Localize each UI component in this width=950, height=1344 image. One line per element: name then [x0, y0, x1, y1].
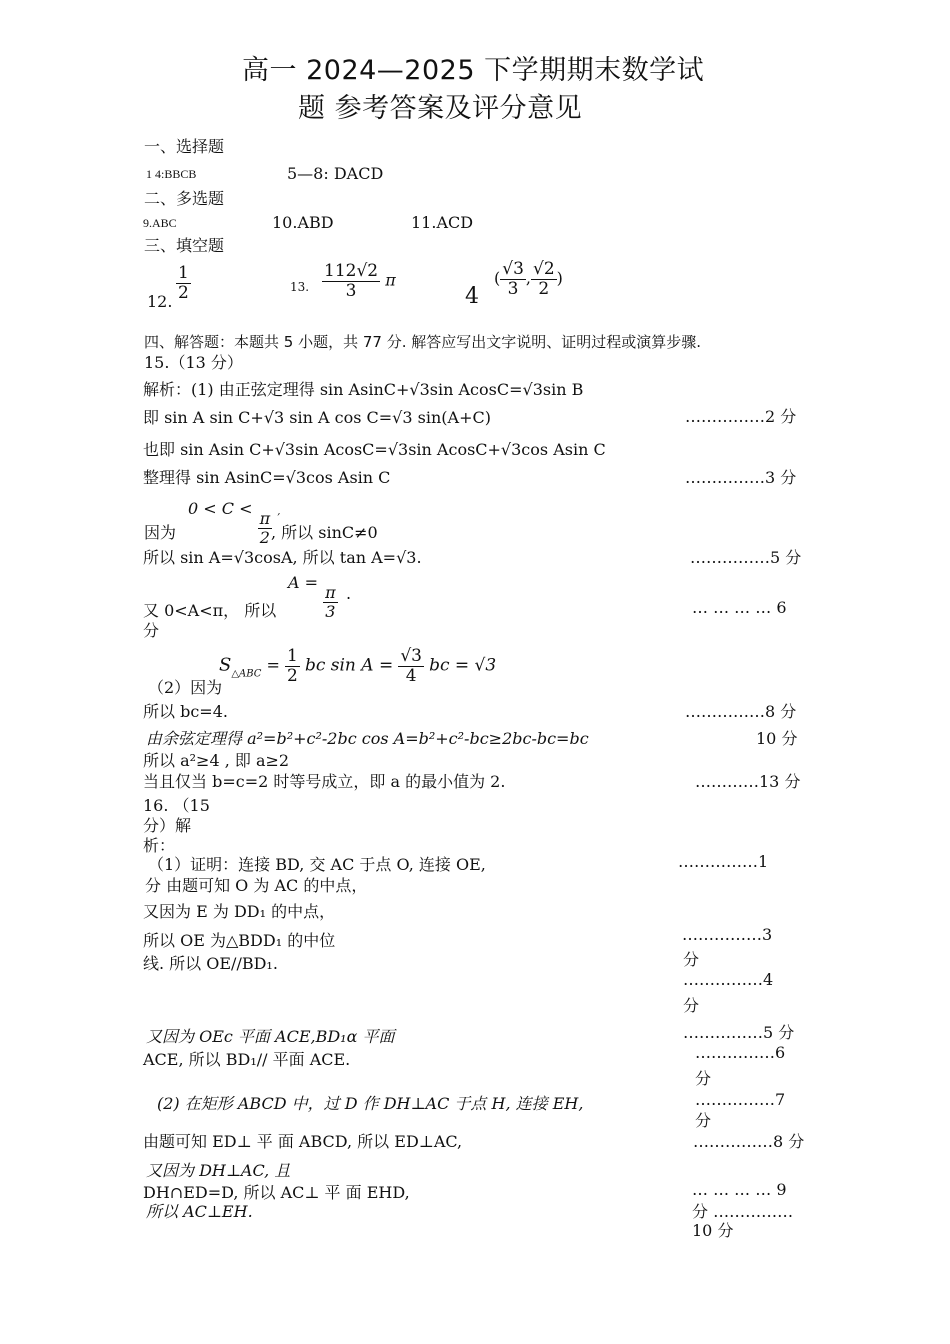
p15-ineq-den: 2	[259, 527, 270, 547]
p16-line8: 又因为 OEc 平面 ACE,BD₁α 平面	[146, 1027, 395, 1046]
p15-line6: 所以 sin A=√3cosA, 所以 tan A=√3.	[143, 548, 422, 567]
p16-score-7-unit: 分	[695, 1111, 712, 1130]
p15-line8: （2）因为	[148, 678, 223, 697]
p16-score-9-unit: 分 ……………	[692, 1202, 794, 1221]
p15-line5: 因为	[144, 523, 177, 542]
p15-ineq-comma: ,	[277, 506, 281, 517]
p15-line11: 所以 a²≥4 , 即 a≥2	[143, 751, 290, 770]
fill-q12-numerator: 1	[178, 263, 189, 283]
p15-eq-A-text: A =	[288, 573, 319, 592]
p16-line4: 所以 OE 为△BDD₁ 的中位	[143, 931, 336, 950]
p16-line3: 又因为 E 为 DD₁ 的中点，	[143, 902, 336, 921]
p16-score-8: ……………8 分	[693, 1132, 805, 1151]
p16-score-3-unit: 分	[683, 950, 700, 969]
p15-heading: 15.（13 分）	[144, 353, 243, 372]
p16-line13: 由题可知 ED⊥ 平 面 ABCD, 所以 ED⊥AC,	[143, 1132, 463, 1151]
p15-eq-A	[288, 573, 338, 620]
p16-score-4: ……………4	[683, 970, 774, 989]
p15-line7-b: 分	[143, 621, 160, 640]
p15-line2: 即 sin A sin C+√3 sin A cos C=√3 sin(A+C)	[143, 408, 491, 427]
p15-line3: 也即 sin Asin C+√3sin AcosC=√3sin AcosC+√3cos Asin C	[143, 440, 606, 459]
p16-line5: 线. 所以 OE//BD₁.	[143, 954, 278, 973]
p15-ineq-text: 0 < C <	[188, 499, 253, 518]
p16-score-7: ……………7	[695, 1090, 786, 1109]
fill-q14-close-paren: )	[556, 268, 563, 288]
p16-line16: 所以 AC⊥EH.	[146, 1202, 253, 1221]
p15-score-6: … … … … 6	[692, 598, 787, 617]
p15-line5-b: , 所以 sinC≠0	[271, 523, 378, 542]
p15-area-n2: √3	[400, 646, 422, 666]
p15-line1: 解析：(1) 由正弦定理得 sin AsinC+√3sin AcosC=√3sin B	[143, 380, 584, 399]
p15-line4: 整理得 sin AsinC=√3cos Asin C	[143, 468, 391, 487]
p15-area-d1: 2	[287, 665, 298, 686]
p16-score-10: 10 分	[692, 1221, 734, 1240]
section-fill-heading: 三、填空题	[144, 236, 225, 255]
fill-q12-label: 12.	[147, 292, 173, 311]
p15-score-10: 10 分	[756, 729, 798, 748]
p15-line12: 当且仅当 b=c=2 时等号成立，即 a 的最小值为 2.	[143, 772, 506, 791]
p15-area-sub: △ABC	[231, 668, 262, 680]
p16-score-9: … … … … 9	[692, 1180, 787, 1199]
fill-q12-denominator: 2	[178, 282, 189, 303]
p16-line1: （1）证明：连接 BD, 交 AC 于点 O, 连接 OE,	[148, 855, 486, 874]
p16-score-5: ……………5 分	[683, 1023, 795, 1042]
p16-score-6: ……………6	[695, 1043, 786, 1062]
section-solution-heading: 四、解答题：本题共 5 小题，共 77 分. 解答应写出文字说明、证明过程或演算步骤.	[144, 333, 702, 351]
choice-answers-5-8: 5—8: DACD	[287, 164, 384, 183]
choice-answers-1-4: 1 4:BBCB	[146, 167, 197, 181]
fill-q14-den1: 3	[507, 278, 519, 299]
p15-area-eq1: =	[266, 655, 280, 675]
fill-q13-numerator: 112√2	[324, 261, 379, 281]
p15-line9: 所以 bc=4.	[143, 702, 228, 721]
p15-ineq-num: π	[259, 509, 271, 528]
p15-score-3: ……………3 分	[685, 468, 797, 487]
p15-score-13: …………13 分	[695, 772, 801, 791]
p15-eq-A-dot: .	[346, 584, 352, 603]
p15-score-2: ……………2 分	[685, 407, 797, 426]
p16-score-4-unit: 分	[683, 996, 700, 1015]
p16-line2: 分 由题可知 O 为 AC 的中点，	[145, 876, 368, 895]
fill-q13-denominator: 3	[345, 280, 357, 301]
multi-answer-11: 11.ACD	[411, 213, 474, 232]
fill-q13-answer	[322, 262, 396, 300]
p15-ineq	[188, 499, 280, 546]
section-multi-heading: 二、多选题	[144, 189, 225, 208]
p15-score-5: ……………5 分	[690, 548, 802, 567]
p15-area-end: bc = √3	[429, 655, 497, 676]
p16-heading-1: 16. （15	[143, 796, 210, 815]
fill-q14-den2: 2	[538, 278, 550, 299]
p15-line7: 又 0<A<π， 所以	[143, 601, 277, 620]
p15-eq-A-num: π	[325, 583, 336, 602]
section-choice-heading: 一、选择题	[144, 137, 225, 156]
p16-line11: (2) 在矩形 ABCD 中，过 D 作 DH⊥AC 于点 H, 连接 EH,	[157, 1094, 584, 1113]
p15-eq-A-den: 3	[325, 601, 336, 621]
p15-area-S: S	[219, 654, 232, 676]
page-title-line2: 题 参考答案及评分意见	[298, 93, 583, 124]
fill-q14-num2: √2	[533, 259, 555, 279]
p16-score-1: ……………1	[678, 852, 769, 871]
fill-q13-pi: π	[385, 270, 396, 290]
p15-area-d2: 4	[405, 665, 417, 686]
multi-answer-10: 10.ABD	[272, 213, 334, 232]
fill-q14-open-paren: (	[494, 268, 501, 288]
p16-score-3: ……………3	[682, 925, 773, 944]
fill-q14-label: 4	[465, 284, 479, 309]
p16-score-6-unit: 分	[695, 1069, 712, 1088]
p15-area-mid: bc sin A =	[304, 655, 394, 676]
page-title-line1: 高一 2024—2025 下学期期末数学试	[242, 55, 705, 86]
p16-line9: ACE, 所以 BD₁// 平面 ACE.	[143, 1050, 351, 1069]
p15-line10: 由余弦定理得 a²=b²+c²-2bc cos A=b²+c²-bc≥2bc-bc=bc	[146, 729, 589, 748]
p16-line15: DH∩ED=D, 所以 AC⊥ 平 面 EHD,	[143, 1183, 410, 1202]
fill-q12-answer	[176, 264, 191, 302]
fill-q13-label: 13.	[290, 280, 310, 294]
p15-score-8: ……………8 分	[685, 702, 797, 721]
p15-area-eq	[219, 647, 496, 685]
multi-answer-9: 9.ABC	[143, 216, 177, 230]
p15-area-n1: 1	[287, 646, 298, 666]
p16-heading-3: 析：	[143, 836, 176, 855]
fill-q14-answer	[494, 260, 563, 298]
fill-q14-num1: √3	[502, 259, 524, 279]
p16-heading-2: 分）解	[143, 816, 192, 835]
fill-q14-comma: ,	[525, 268, 531, 288]
p16-line14: 又因为 DH⊥AC, 且	[146, 1161, 291, 1180]
